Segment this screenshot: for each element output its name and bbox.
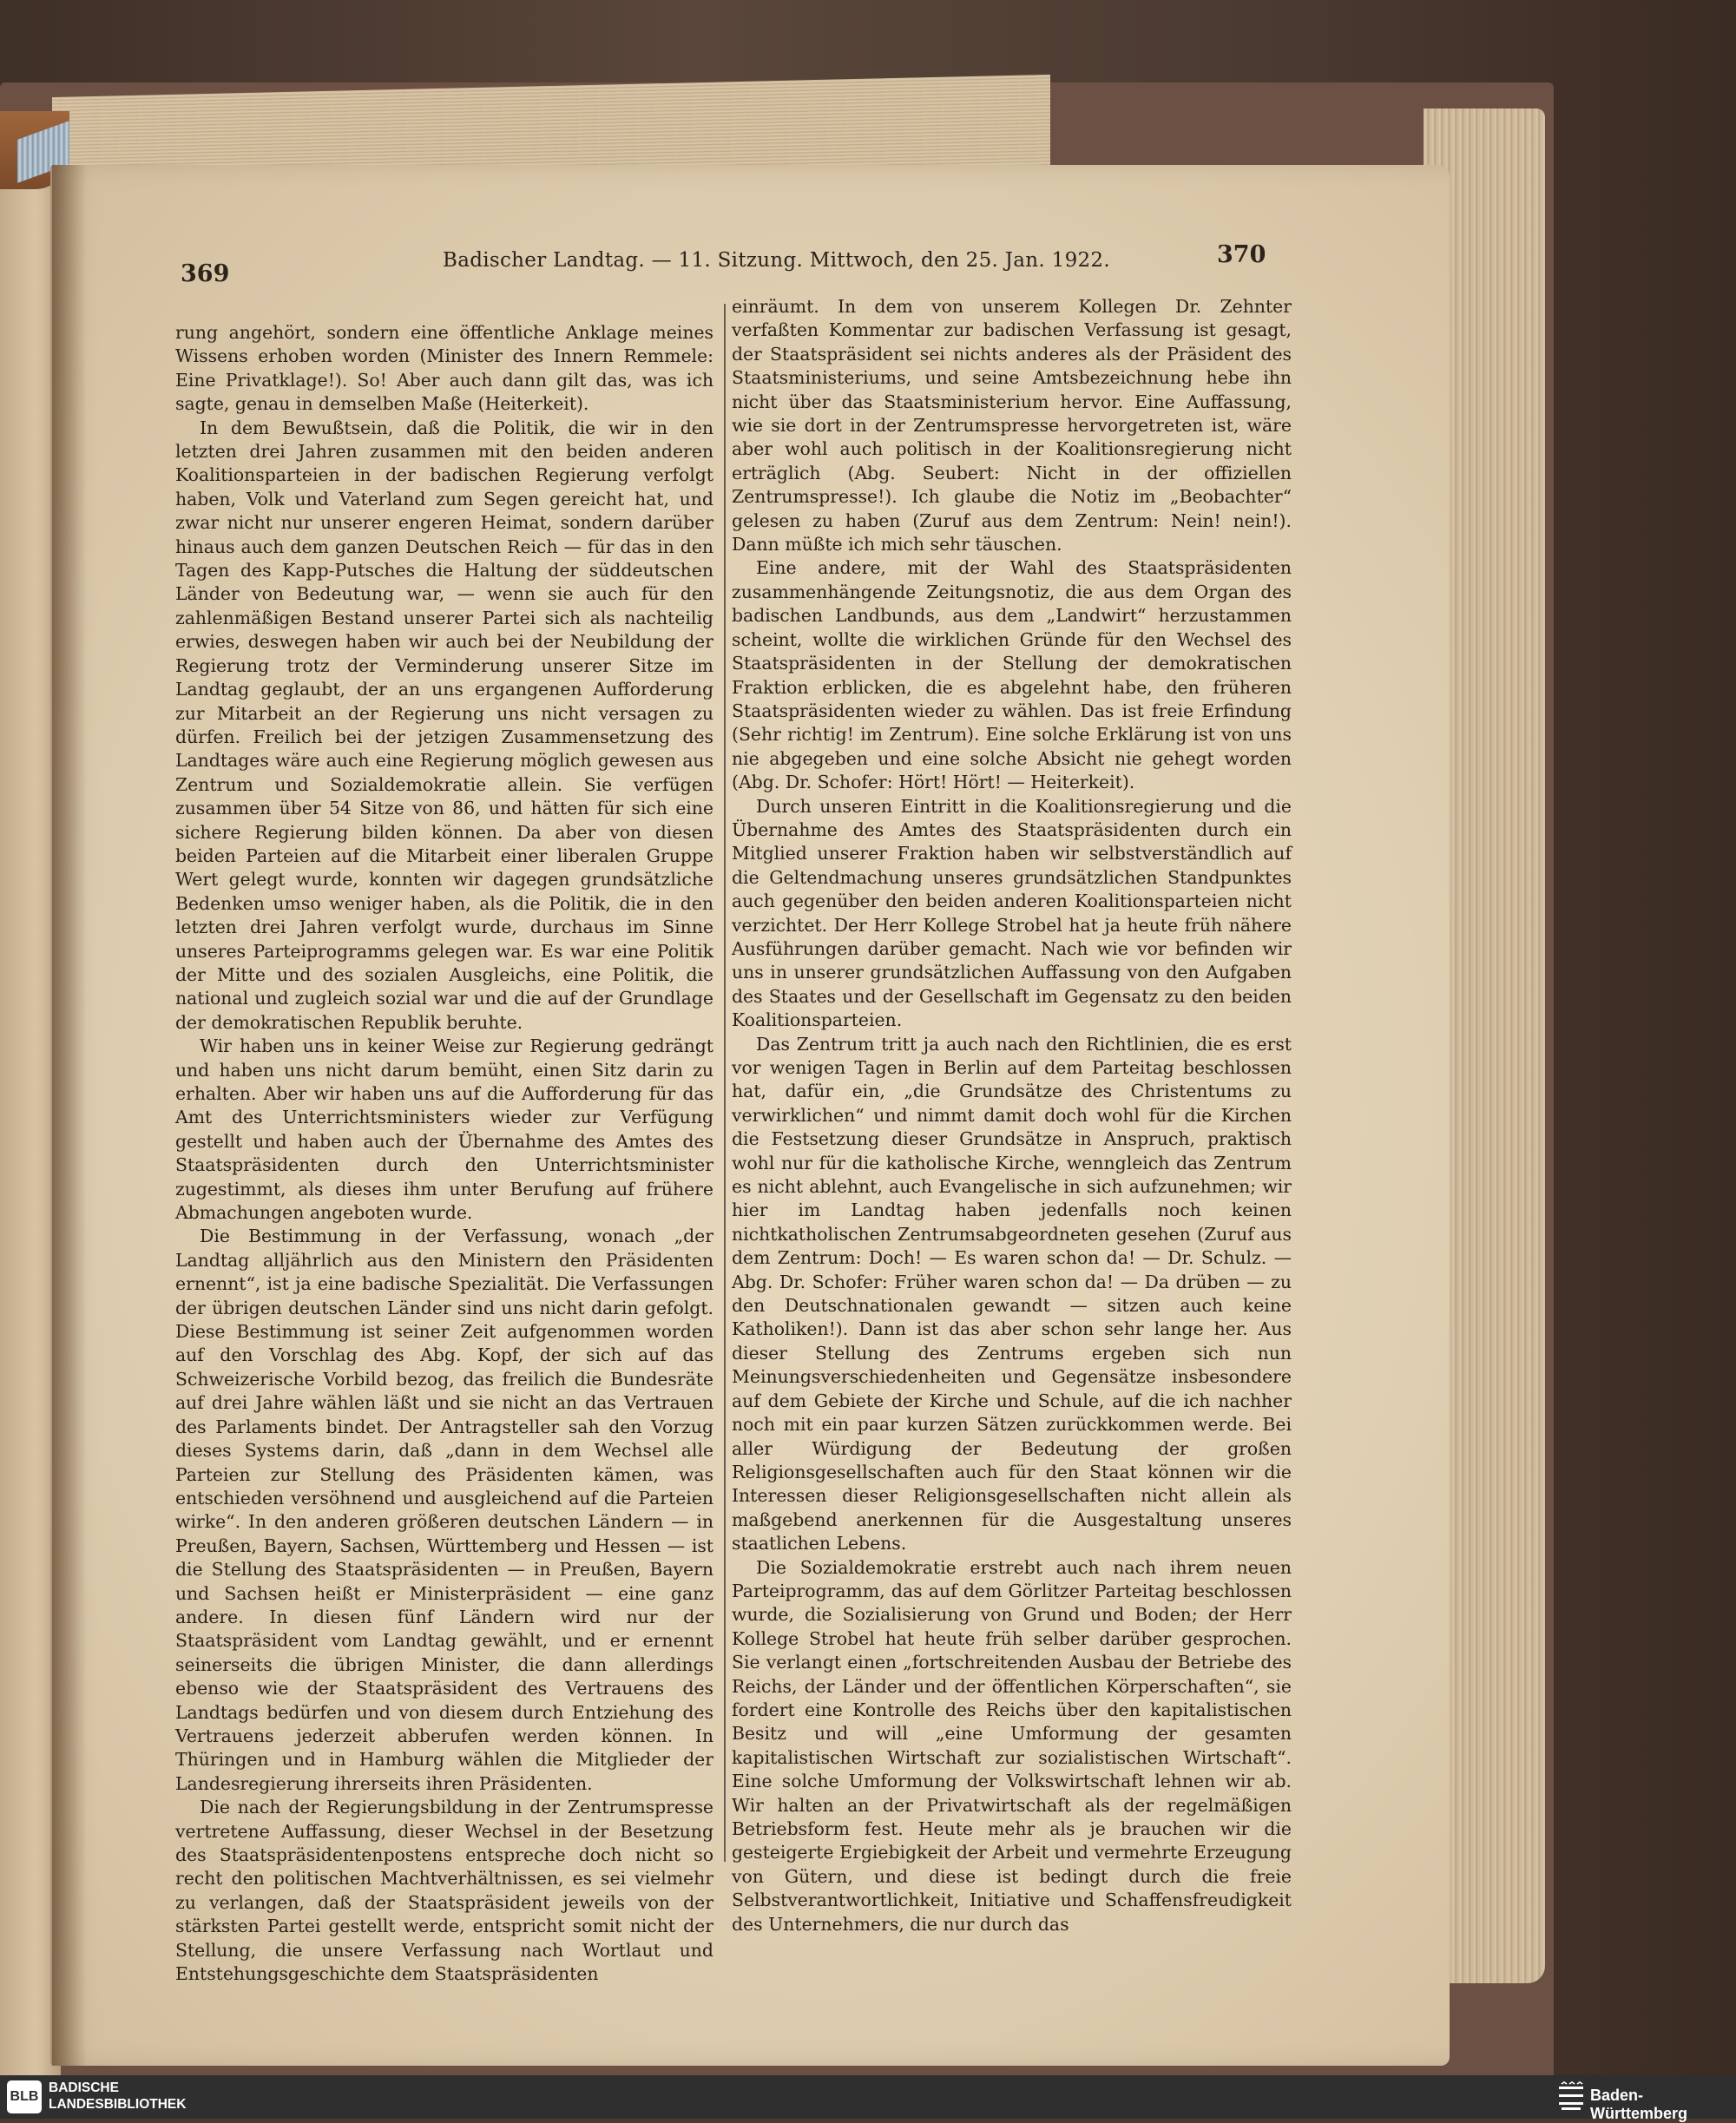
paragraph: Die Bestimmung in der Verfassung, wonach „der Landtag alljährlich aus den Ministern den Präsidenten ernennt“, ist ja eine badische Spezialität. Die Verfassungen der übrigen deutschen Länder sind uns nicht darin gefolgt. Diese Bestimmung ist seiner Zeit aufgenommen worden auf den Vorschlag des Abg. Kopf, der sich auf das Schweizerische Vorbild bezog, das freilich die Bundesräte auf drei Jahre wählen läßt und sie nicht an das Vertrauen des Parlaments bindet. Der Antragsteller sah den Vorzug dieses Systems darin, daß „dann in dem Wechsel alle Parteien zur Stellung des Präsidenten kämen, was entschieden versöhnend und ausgleichend auf die Parteien wirke“. In den anderen größeren deutschen Ländern — in Preußen, Bayern, Sachsen, Württemberg und Hessen — ist die Stellung des Staatspräsidenten — in Preußen, Bayern und Sachsen heißt er Ministerpräsident — eine ganz andere. In diesen fünf Ländern wird nur der Staatspräsident vom Landtag gewählt, und er ernennt seinerseits die übrigen Minister, die dann allerdings ebenso wie der Staatspräsident des Vertrauens des Landtags bedürfen und von diesem durch Entziehung des Vertrauens jederzeit abberufen werden können. In Thüringen und in Hamburg wählen die Mitglieder der Landesregierung ihrerseits ihren Präsidenten. [175, 1226, 713, 1794]
paragraph: Das Zentrum tritt ja auch nach den Richtlinien, die es erst vor wenigen Tagen in Berlin auf dem Parteitag beschlossen hat, dafür ein, „die Grundsätze des Christentums zu verwirklichen“ und nimmt damit doch wohl für die Kirchen die Festsetzung dieser Grundsätze in Anspruch, praktisch wohl nur für die katholische Kirche, wenngleich das Zentrum es nicht ablehnt, auch Evangelische in sich aufzunehmen; wir hier im Landtag haben jedenfalls noch keinen nichtkatholischen Zentrumsabgeordneten gesehen (Zuruf aus dem Zentrum: Doch! — Es waren schon da! — Dr. Schulz. — Abg. Dr. Schofer: Früher waren schon da! — Da drüben — zu den Deutschnationalen gewandt — sitzen auch keine Katholiken!). Dann ist das aber schon sehr lange her. Aus dieser Stellung des Zentrums ergeben sich nun Meinungsverschiedenheiten und Gegensätze insbesondere auf dem Gebiete der Kirche und Schule, auf die ich nachher noch mit ein paar kurzen Sätzen zurückkommen werde. Bei aller Würdigung der Bedeutung der großen Religionsgesellschaften auch für den Staat können wir die Interessen dieser Religionsgesellschaften nicht allein als maßgebend anerkennen für die Ausgestaltung unseres staatlichen Lebens. [732, 1033, 1292, 1554]
paragraph: einräumt. In dem von unserem Kollegen Dr. Zehnter verfaßten Kommentar zur badischen Verfassung ist gesagt, der Staatspräsident sei nichts anderes als der Präsident des Staatsministeriums, und seine Amtsbezeichnung hebe ihn nicht über das Staatsministerium hervor. Eine Auffassung, wie sie dort in der Zentrumspresse hervorgetreten ist, wäre aber wohl auch politisch in der Koalitionsregierung nicht erträglich (Abg. Seubert: Nicht in der offiziellen Zentrumspresse!). Ich glaube die Notiz im „Beobachter“ gelesen zu haben (Zuruf aus dem Zentrum: Nein! nein!). Dann müßte ich mich sehr täuschen. [732, 296, 1292, 555]
column-divider [724, 304, 726, 1862]
text-column-right [732, 295, 1292, 1936]
page-number-left: 369 [181, 260, 230, 287]
paragraph: Eine andere, mit der Wahl des Staatspräsidenten zusammenhängende Zeitungsnotiz, die aus dem Organ des badischen Landbunds, aus dem „Landwirt“ herzustammen scheint, wollte die wirklichen Gründe für den Wechsel des Staatspräsidenten in der Stellung der demokratischen Fraktion erblicken, die es abgelehnt habe, den früheren Staatspräsidenten wieder zu wählen. Das ist freie Erfindung (Sehr richtig! im Zentrum). Eine solche Erklärung ist von uns nie abgegeben und eine solche Absicht nie gehegt worden (Abg. Dr. Schofer: Hört! Hört! — Heiterkeit). [732, 557, 1292, 793]
paragraph: Wir haben uns in keiner Weise zur Regierung gedrängt und haben uns nicht darum bemüht, einen Sitz darin zu erhalten. Aber wir haben uns auf die Aufforderung für das Amt des Unterrichtsministers wieder zur Verfügung gestellt und haben auch der Übernahme des Amtes des Staatspräsidenten durch den Unterrichtsminister zugestimmt, als dieses ihm unter Berufung auf frühere Abmachungen angeboten wurde. [175, 1035, 713, 1224]
paragraph: rung angehört, sondern eine öffentliche Anklage meines Wissens erhoben worden (Minister des Innern Remmele: Eine Privatklage!). So! Aber auch dann gilt das, was ich sagte, genau in demselben Maße (Heiterkeit). [175, 322, 713, 415]
blb-logo[interactable]: BLB [7, 2080, 42, 2113]
text-column-left [175, 321, 713, 1986]
page-number-right: 370 [1217, 241, 1266, 268]
library-name-line1: BADISCHE [49, 2080, 119, 2095]
library-name[interactable] [49, 2080, 186, 2113]
paragraph: In dem Bewußtsein, daß die Politik, die wir in den letzten drei Jahren zusammen mit den beiden anderen Koalitionsparteien in der badischen Regierung verfolgt haben, Volk und Vaterland zum Segen gereicht hat, und zwar nicht nur unserer engeren Heimat, sondern darüber hinaus auch dem ganzen Deutschen Reich — für das in den Tagen des Kapp-Putsches die Haltung der süddeutschen Länder von Bedeutung war, — wenn sie auch für den zahlenmäßigen Bestand unserer Partei sich als nachteilig erwies, deswegen haben wir auch bei der Neubildung der Regierung trotz der Verminderung unserer Sitze im Landtag geglaubt, der an uns ergangenen Aufforderung zur Mitarbeit an der Regierung uns nicht versagen zu dürfen. Freilich bei der jetzigen Zusammensetzung des Landtages wäre auch eine Regierung möglich gewesen aus Zentrum und Sozialdemokratie allein. Sie verfügen zusammen über 54 Sitze von 86, und hätten für sich eine sichere Regierung bilden können. Da aber von diesen beiden Parteien auf die Mitarbeit einer liberalen Gruppe Wert gelegt wurde, konnten wir dagegen grundsätzliche Bedenken umso weniger haben, als die Politik, die in den letzten drei Jahren verfolgt wurde, durchaus im Sinne unseres Parteiprogramms gelegen war. Es war eine Politik der Mitte und des sozialen Ausgleichs, eine Politik, die national und zugleich sozial war und die auf der Grundlage der demokratischen Republik beruhte. [175, 417, 713, 1033]
viewer-footer-bar [0, 2075, 1736, 2119]
state-name[interactable]: Baden-Württemberg [1590, 2087, 1687, 2122]
running-head: Badischer Landtag. — 11. Sitzung. Mittwoch, den 25. Jan. 1922. [443, 249, 1110, 272]
paragraph: Die nach der Regierungsbildung in der Zentrumspresse vertretene Auffassung, dieser Wechsel in der Besetzung des Staatspräsidentenpostens entspreche doch nicht so recht den politischen Machtverhältnissen, es sei vielmehr zu verlangen, daß der Staatspräsident jeweils von der stärksten Partei gestellt werde, entspricht somit nicht der Stellung, die unsere Verfassung nach Wortlaut und Entstehungsgeschichte dem Staatspräsidenten [175, 1797, 713, 1985]
lions-emblem-icon [1556, 2081, 1586, 2113]
page-gutter-shadow [52, 165, 87, 2066]
paragraph: Durch unseren Eintritt in die Koalitionsregierung und die Übernahme des Amtes des Staatspräsidenten durch ein Mitglied unserer Fraktion haben wir selbstverständlich auf die Geltendmachung unseres grundsätzlichen Standpunktes auch gegenüber den beiden anderen Koalitionsparteien nicht verzichtet. Der Herr Kollege Strobel hat ja heute früh nähere Ausführungen darüber gemacht. Nach wie vor befinden wir uns in unserer grundsätzlichen Auffassung von den Aufgaben des Staates und der Gesellschaft im Gegensatz zu den beiden Koalitionsparteien. [732, 795, 1292, 1031]
paragraph: Die Sozialdemokratie erstrebt auch nach ihrem neuen Parteiprogramm, das auf dem Görlitzer Parteitag beschlossen wurde, die Sozialisierung von Grund und Boden; der Herr Kollege Strobel hat heute früh selber darüber gesprochen. Sie verlangt einen „fortschreitenden Ausbau der Betriebe des Reichs, der Länder und der öffentlichen Körperschaften“, sie fordert eine Kontrolle des Reichs über den kapitalistischen Besitz und will „eine Umformung der gesamten kapitalistischen Wirtschaft zur sozialistischen Wirtschaft“. Eine solche Umformung der Volkswirtschaft lehnen wir ab. Wir halten an der Privatwirtschaft als der regelmäßigen Betriebsform fest. Heute mehr als je brauchen wir die gesteigerte Ergiebigkeit der Arbeit und vermehrte Erzeugung von Gütern, und diese ist bedingt durch die freie Selbstverantwortlichkeit, Initiative und Schaffensfreudigkeit des Unternehmers, die nur durch das [732, 1556, 1292, 1935]
library-name-line2: LANDESBIBLIOTHEK [49, 2097, 187, 2112]
